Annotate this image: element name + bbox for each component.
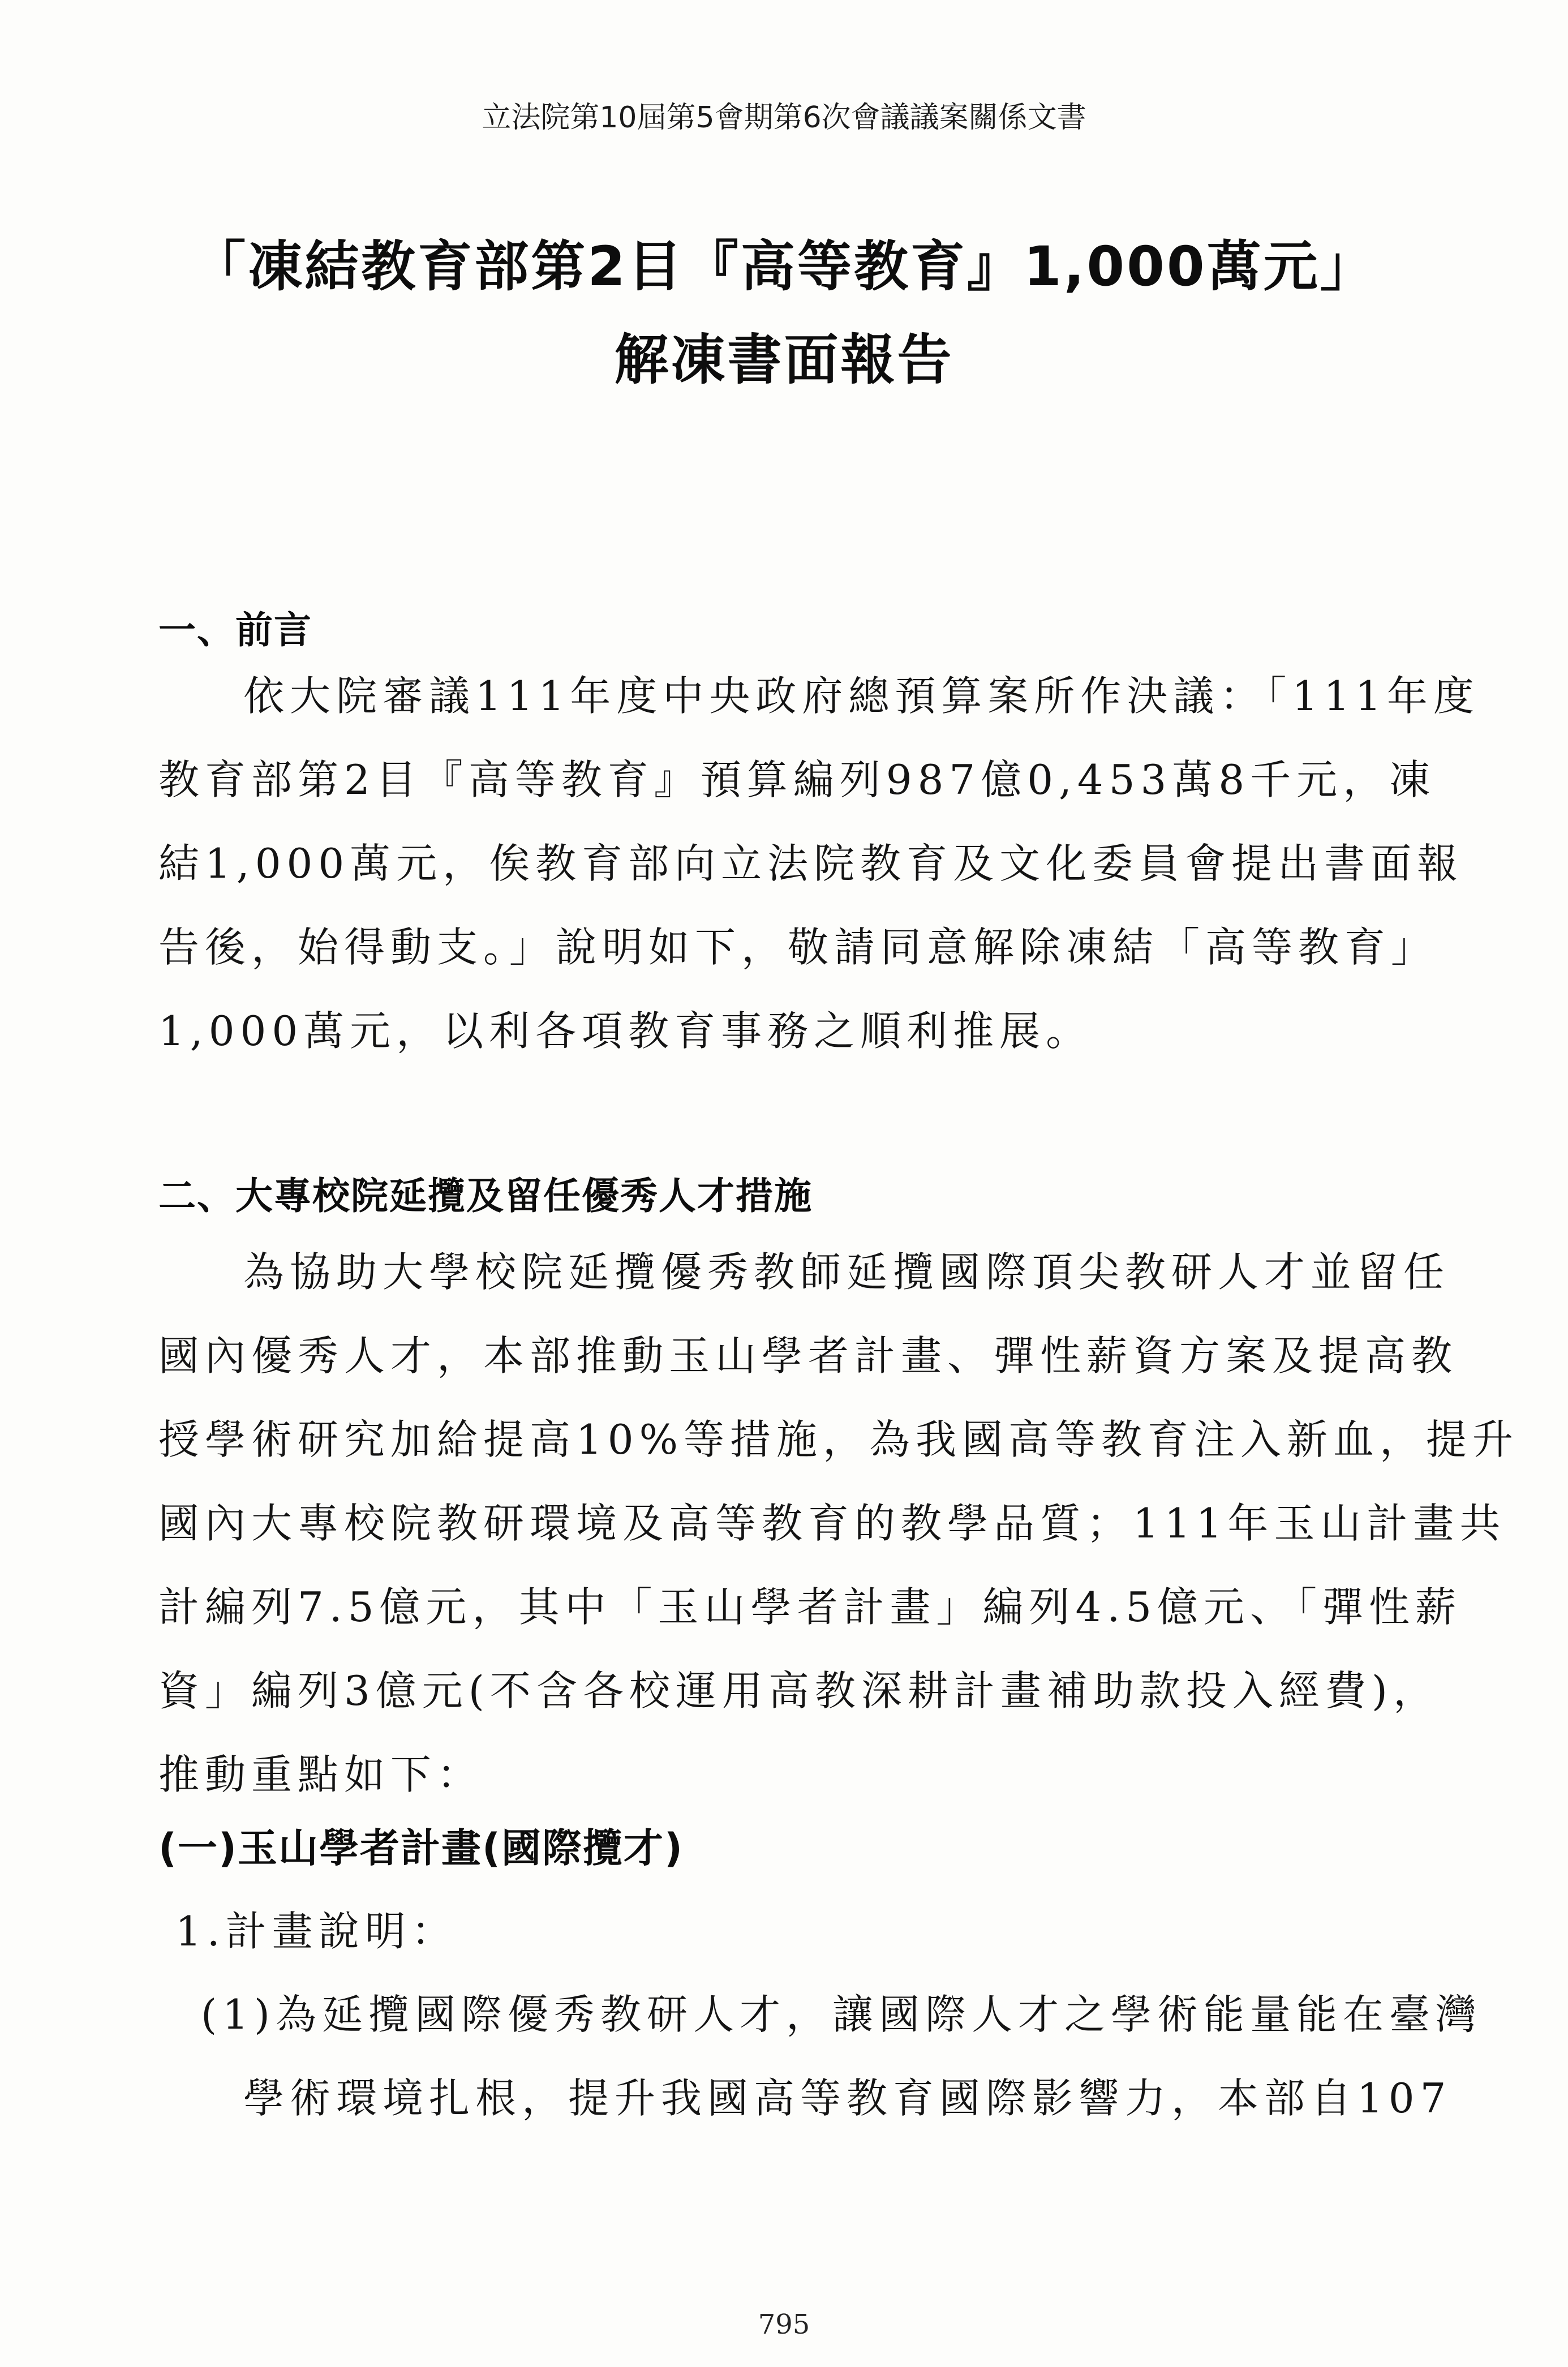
- item-1-sub-line: (1)為延攬國際優秀教研人才，讓國際人才之學術能量能在臺灣: [201, 1991, 1482, 2038]
- section-1-line: 教育部第2目『高等教育』預算編列987億0,453萬8千元，凍: [158, 756, 1436, 804]
- item-1-sub-line: 學術環境扎根，提升我國高等教育國際影響力，本部自107: [243, 2074, 1452, 2122]
- section-2-line: 推動重點如下：: [158, 1751, 484, 1798]
- report-title-line-2: 解凍書面報告: [614, 328, 954, 392]
- section-1-heading: 一、前言: [158, 608, 312, 652]
- section-2-line: 為協助大學校院延攬優秀教師延攬國際頂尖教研人才並留任: [243, 1248, 1450, 1296]
- section-2-line: 計編列7.5億元，其中「玉山學者計畫」編列4.5億元、「彈性薪: [158, 1583, 1462, 1631]
- section-2-line: 國內優秀人才，本部推動玉山學者計畫、彈性薪資方案及提高教: [158, 1332, 1458, 1380]
- item-1-label: 1.計畫說明：: [175, 1908, 458, 1955]
- document-header: 立法院第10屆第5會期第6次會議議案關係文書: [482, 101, 1086, 135]
- section-2-line: 授學術研究加給提高10%等措施，為我國高等教育注入新血，提升: [158, 1416, 1519, 1463]
- report-title-line-1: 「凍結教育部第2目『高等教育』1,000萬元」: [191, 235, 1377, 298]
- section-2-line: 國內大專校院教研環境及高等教育的教學品質；111年玉山計畫共: [158, 1500, 1506, 1547]
- section-1-line: 1,000萬元，以利各項教育事務之順利推展。: [158, 1007, 1093, 1055]
- page-number: 795: [758, 2309, 810, 2340]
- subsection-1-heading: (一)玉山學者計畫(國際攬才): [158, 1825, 684, 1871]
- section-1-line: 告後，始得動支。」說明如下，敬請同意解除凍結「高等教育」: [158, 923, 1438, 971]
- section-1-line: 結1,000萬元，俟教育部向立法院教育及文化委員會提出書面報: [158, 840, 1464, 887]
- section-1-line: 依大院審議111年度中央政府總預算案所作決議：「111年度: [243, 672, 1480, 720]
- section-2-line: 資」編列3億元(不含各校運用高教深耕計畫補助款投入經費)，: [158, 1667, 1440, 1715]
- section-2-heading: 二、大專校院延攬及留任優秀人才措施: [158, 1174, 813, 1218]
